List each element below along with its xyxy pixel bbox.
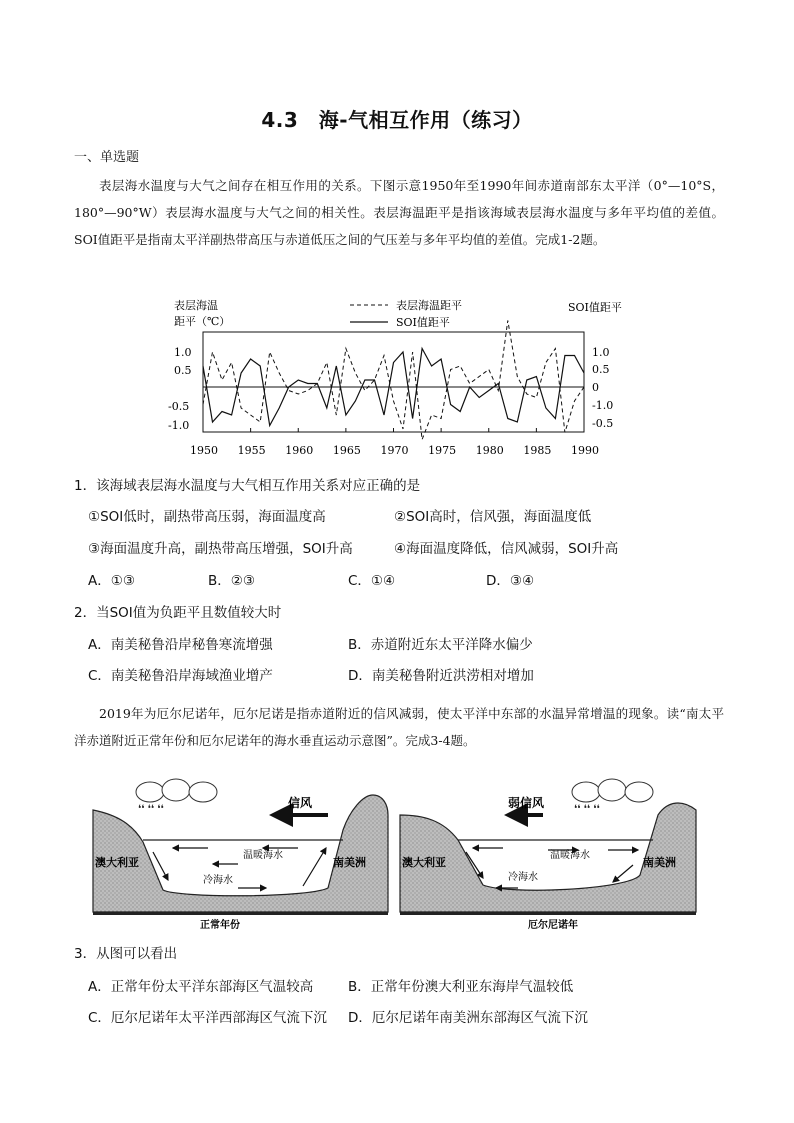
q3-option-a[interactable]: A．正常年份太平洋东部海区气温较高 — [88, 979, 314, 995]
left-tick: -1.0 — [168, 419, 190, 432]
right-tick: 0.5 — [592, 363, 610, 376]
intro-paragraph-2: 2019年为厄尔尼诺年，厄尔尼诺是指赤道附近的信风减弱，使太平洋中东部的水温异常增温的现象。读“南太平洋赤道附近正常年份和厄尔尼诺年的海水垂直运动示意图”。完成3-4题。 — [74, 706, 724, 748]
ocean-circulation-diagram — [88, 770, 718, 930]
page-title: 4.3 海-气相互作用（练习） — [261, 108, 533, 132]
question-2-stem: 2．当SOI值为负距平且数值较大时 — [74, 605, 282, 621]
label-australia: 澳大利亚 — [402, 856, 446, 869]
x-tick-label: 1960 — [285, 444, 314, 457]
x-tick-label: 1950 — [190, 444, 218, 457]
question-3-stem: 3．从图可以看出 — [74, 946, 178, 962]
question-1-stem: 1．该海域表层海水温度与大气相互作用关系对应正确的是 — [74, 478, 421, 494]
x-tick-label: 1990 — [571, 444, 599, 457]
section-heading: 一、单选题 — [74, 150, 140, 165]
q1-option-d[interactable]: D．③④ — [486, 573, 535, 589]
caption-normal-year: 正常年份 — [200, 920, 240, 930]
left-tick: 1.0 — [174, 346, 192, 359]
q3-option-b[interactable]: B．正常年份澳大利亚东海岸气温较低 — [348, 979, 574, 995]
right-tick: -0.5 — [592, 417, 614, 430]
q1-option-c[interactable]: C．①④ — [348, 573, 396, 589]
q1-item-3: ③海面温度升高，副热带高压增强，SOI升高 — [88, 541, 353, 557]
q2-option-d[interactable]: D．南美秘鲁附近洪涝相对增加 — [348, 668, 534, 684]
cloud-icon — [136, 779, 217, 815]
sst-soi-chart — [160, 295, 630, 465]
right-axis-title: SOI值距平 — [568, 301, 622, 314]
x-tick-label: 1965 — [332, 444, 361, 457]
label-cold-water: 冷海水 — [508, 872, 538, 883]
caption-el-nino-year: 厄尔尼诺年 — [528, 920, 578, 930]
right-tick: -1.0 — [592, 399, 614, 412]
x-tick-label: 1985 — [523, 444, 552, 457]
q3-option-d[interactable]: D．厄尔尼诺年南美洲东部海区气流下沉 — [348, 1010, 588, 1026]
label-south-america: 南美洲 — [643, 856, 676, 869]
q1-item-2: ②SOI高时，信风强，海面温度低 — [394, 509, 592, 525]
left-axis-title-line2: 距平（℃） — [174, 315, 231, 328]
q1-option-a[interactable]: A．①③ — [88, 573, 135, 589]
right-tick: 0 — [592, 381, 599, 394]
base-line — [93, 912, 388, 915]
right-tick: 1.0 — [592, 346, 610, 359]
left-tick: 0.5 — [174, 364, 192, 377]
label-cold-water: 冷海水 — [203, 875, 233, 886]
label-australia: 澳大利亚 — [95, 856, 139, 869]
wind-label: 弱信风 — [508, 796, 545, 810]
svg-text:❛❛ ❛❛ ❛❛: ❛❛ ❛❛ ❛❛ — [574, 804, 600, 815]
q3-option-c[interactable]: C．厄尔尼诺年太平洋西部海区气流下沉 — [88, 1010, 327, 1026]
q1-item-4: ④海面温度降低，信风减弱，SOI升高 — [394, 541, 619, 557]
x-tick-label: 1955 — [237, 444, 266, 457]
wind-label: 信风 — [288, 796, 313, 810]
label-south-america: 南美洲 — [333, 856, 366, 869]
x-tick-label: 1970 — [380, 444, 409, 457]
label-warm-water: 温暖海水 — [550, 850, 590, 861]
legend-label-soi: SOI值距平 — [396, 316, 450, 329]
q1-option-b[interactable]: B．②③ — [208, 573, 255, 589]
left-tick: -0.5 — [168, 400, 190, 413]
q2-option-b[interactable]: B．赤道附近东太平洋降水偏少 — [348, 637, 533, 653]
left-axis-title-line1: 表层海温 — [174, 299, 218, 312]
x-tick-label: 1980 — [475, 444, 504, 457]
base-line — [400, 912, 696, 915]
x-tick-label: 1975 — [428, 444, 457, 457]
q2-option-a[interactable]: A．南美秘鲁沿岸秘鲁寒流增强 — [88, 637, 273, 653]
cloud-icon — [572, 779, 653, 815]
q2-option-c[interactable]: C．南美秘鲁沿岸海域渔业增产 — [88, 668, 273, 684]
intro-paragraph-1: 表层海水温度与大气之间存在相互作用的关系。下图示意1950年至1990年间赤道南部东太平洋（0°—10°S，180°—90°W）表层海水温度与大气之间的相关性。表层海温距平是指该海域表层海水温度与多年平均值的差值。SOI值距平是指南太平洋副热带高压与赤道低压之间的气压差与多年平均值的差值。完成1-2题。 — [74, 178, 724, 247]
legend-label-sst: 表层海温距平 — [396, 299, 462, 312]
panel-el-nino-year — [400, 779, 696, 930]
q1-item-1: ①SOI低时，副热带高压弱，海面温度高 — [88, 509, 326, 525]
panel-normal-year — [93, 779, 388, 930]
label-warm-water: 温暖海水 — [243, 850, 283, 861]
svg-text:❛❛ ❛❛ ❛❛: ❛❛ ❛❛ ❛❛ — [138, 804, 164, 815]
